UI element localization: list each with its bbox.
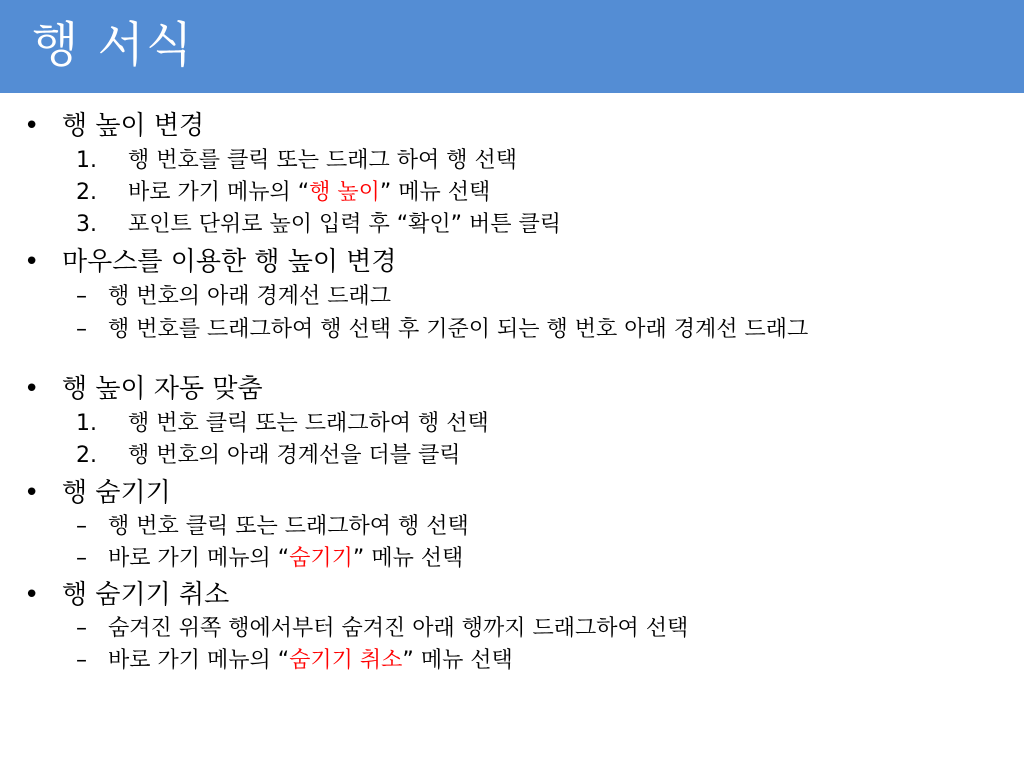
item-text: 행 번호 클릭 또는 드래그하여 행 선택 xyxy=(128,411,489,436)
item-text: 행 번호 클릭 또는 드래그하여 행 선택 xyxy=(108,514,469,539)
item-number: 3. xyxy=(76,212,97,237)
bullet-icon: • xyxy=(24,247,40,277)
section-heading: 마우스를 이용한 행 높이 변경 xyxy=(62,247,397,277)
bullet-icon: • xyxy=(24,478,40,508)
section-heading: 행 숨기기 xyxy=(62,478,171,508)
dash-marker: – xyxy=(76,514,87,539)
highlight-text: 행 높이 xyxy=(309,180,380,205)
item-text-pre: 바로 가기 메뉴의 “ xyxy=(128,180,310,205)
item-text: 숨겨진 위쪽 행에서부터 숨겨진 아래 행까지 드래그하여 선택 xyxy=(108,616,689,641)
item-text xyxy=(108,544,463,574)
item-text-post: ” 메뉴 선택 xyxy=(352,546,464,571)
item-text-post: ” 메뉴 선택 xyxy=(402,648,513,673)
item-number: 2. xyxy=(76,443,97,468)
item-text-post: ” 메뉴 선택 xyxy=(379,180,491,205)
item-text: 행 번호를 클릭 또는 드래그 하여 행 선택 xyxy=(128,148,517,173)
item-number: 1. xyxy=(76,411,97,436)
item-number: 2. xyxy=(76,180,97,205)
dash-marker: – xyxy=(76,648,87,673)
highlight-text: 숨기기 xyxy=(289,546,353,571)
bullet-icon: • xyxy=(24,374,40,404)
item-text-pre: 바로 가기 메뉴의 “ xyxy=(108,648,290,673)
item-text-pre: 바로 가기 메뉴의 “ xyxy=(108,546,290,571)
dash-marker: – xyxy=(76,616,87,641)
highlight-text: 숨기기 취소 xyxy=(289,648,403,673)
section-heading: 행 높이 자동 맞춤 xyxy=(62,374,263,404)
section-heading: 행 높이 변경 xyxy=(62,111,205,141)
item-number: 1. xyxy=(76,148,97,173)
item-text xyxy=(128,178,490,208)
item-text: 행 번호를 드래그하여 행 선택 후 기준이 되는 행 번호 아래 경계선 드래그 xyxy=(108,317,809,342)
item-text xyxy=(108,646,513,676)
section-heading: 행 숨기기 취소 xyxy=(62,580,230,610)
dash-marker: – xyxy=(76,317,87,342)
dash-marker: – xyxy=(76,284,87,309)
item-text: 포인트 단위로 높이 입력 후 “확인” 버튼 클릭 xyxy=(128,212,562,237)
slide-title: 행 서식 xyxy=(32,17,195,73)
bullet-icon: • xyxy=(24,580,40,610)
bullet-icon: • xyxy=(24,111,40,141)
dash-marker: – xyxy=(76,546,87,571)
item-text: 행 번호의 아래 경계선을 더블 클릭 xyxy=(128,443,461,468)
item-text: 행 번호의 아래 경계선 드래그 xyxy=(108,284,391,309)
